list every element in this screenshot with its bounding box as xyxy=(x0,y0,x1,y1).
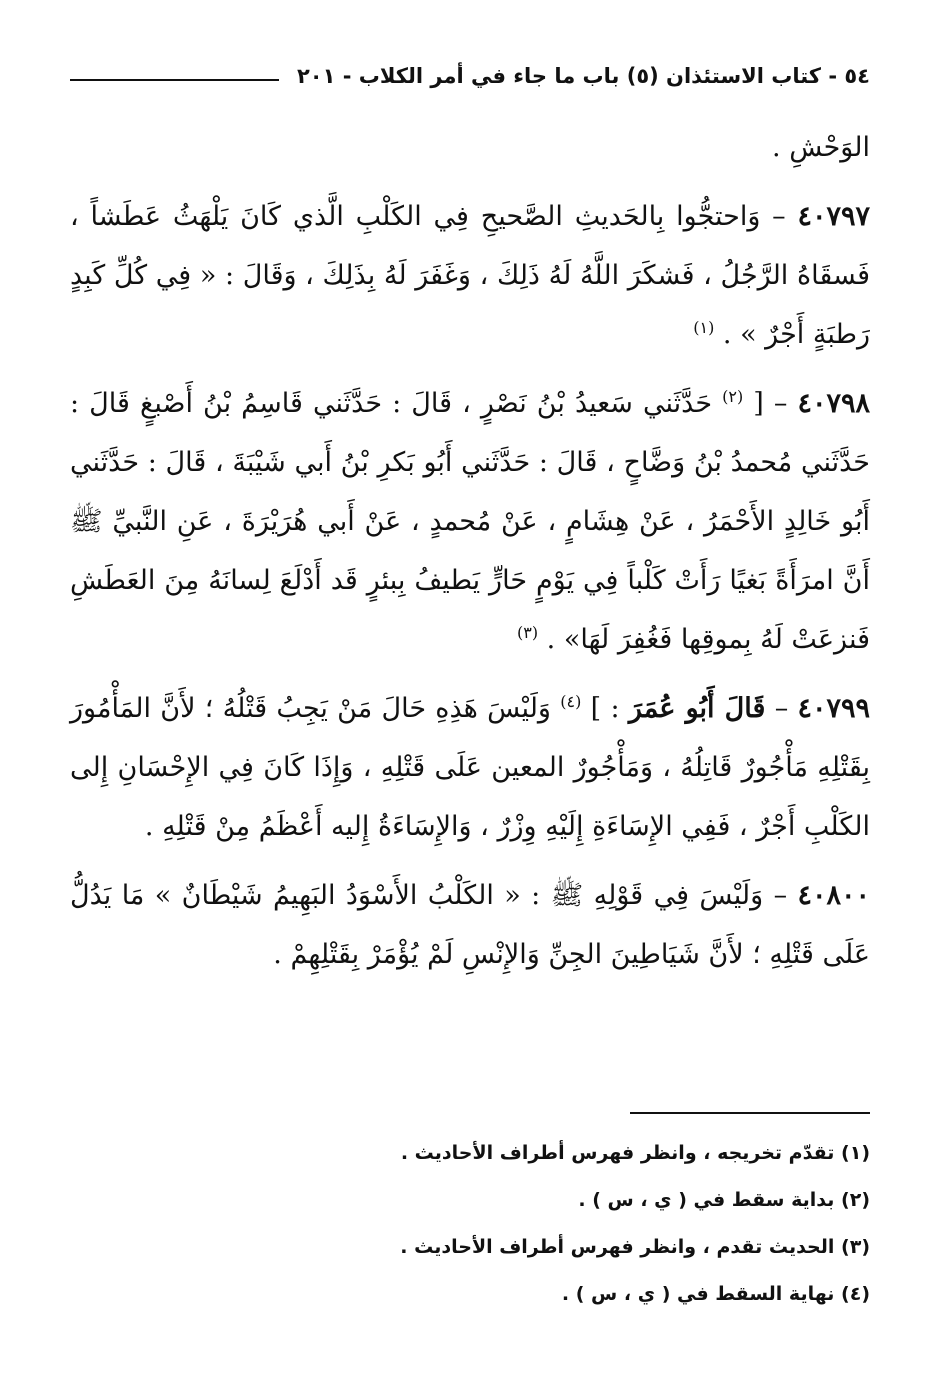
footnotes xyxy=(70,1130,870,1318)
header-title: ٥٤ - كتاب الاستئذان (٥) باب ما جاء في أمر الكلاب - ٢٠١ xyxy=(296,64,870,88)
paragraph-number: ٤٠٨٠٠ xyxy=(797,880,870,911)
footnote-ref[interactable]: (٢) xyxy=(722,387,744,406)
footnote-4: (٤) نهاية السقط في ( ي ، س ) . xyxy=(561,1283,870,1305)
paragraph-text: : ] xyxy=(581,693,629,724)
paragraph-text: وَلَيْسَ هَذِهِ حَالَ مَنْ يَجِبُ قَتْلُهُ ؛ لأَنَّ المَأْمُورَ بِقَتْلِهِ مَأْجُورٌ قَاتِلُهُ ، وَمَأْجُورٌ المعين عَلَى قَتْلِهِ ، وَإِذَا كَانَ فِي الإِحْسَانِ إِلى الكَلْبِ أَجْرٌ ، فَفِي الإِسَاءَةِ إِلَيْهِ وِزْرٌ ، وَالإِسَاءَةُ إِليه أَعْظَمُ مِنْ قَتْلِهِ . xyxy=(70,693,870,842)
running-header xyxy=(70,56,870,96)
author-attribution: قَالَ أَبُو عُمَرَ xyxy=(628,693,766,724)
paragraph-text: – xyxy=(765,693,798,724)
paragraph-text: – [ xyxy=(743,388,798,419)
paragraph-40799 xyxy=(70,679,870,856)
footnote-ref[interactable]: (٤) xyxy=(560,692,582,711)
paragraph-40798 xyxy=(70,374,870,669)
book-page xyxy=(70,40,870,1340)
paragraph-number: ٤٠٧٩٧ xyxy=(797,201,870,232)
paragraph-text: – وَلَيْسَ فِي قَوْلِهِ ﷺ : « الكَلْبُ الأَسْوَدُ البَهِيمُ شَيْطَانٌ » مَا يَدُلُّ عَلَى قَتْلِهِ ؛ لأَنَّ شَيَاطِينَ الجِنِّ وَالإِنْسِ لَمْ يُؤْمَرْ بِقَتْلِهِمْ . xyxy=(70,880,870,970)
paragraph-number: ٤٠٧٩٨ xyxy=(797,388,870,419)
footnote-1: (١) تقدّم تخريجه ، وانظر فهرس أطراف الأحاديث . xyxy=(400,1142,870,1164)
header-rule xyxy=(70,79,279,81)
footnote-2: (٢) بداية سقط في ( ي ، س ) . xyxy=(578,1189,870,1211)
paragraph-text: حَدَّثَني سَعيدُ بْنُ نَصْرٍ ، قَالَ : حَدَّثَني قَاسِمُ بْنُ أَصْبغٍ قَالَ : حَدَّثَني مُحمدُ بْنُ وَضَّاحٍ ، قَالَ : حَدَّثَني أَبُو بَكرِ بْنُ أَبي شَيْبَةَ ، قَالَ : حَدَّثَني أَبُو خَالِدٍ الأَحْمَرُ ، عَنْ هِشَامٍ ، عَنْ مُحمدٍ ، عَنْ أَبي هُرَيْرَةَ ، عَنِ النَّبيِّ ﷺ أَنَّ امرَأَةً بَغيًا رَأَتْ كَلْباً فِي يَوْمٍ حَارٍّ يَطيفُ بِبئرٍ قَد أَدْلَعَ لِسانَهُ مِنَ العَطَشِ فَنزعَتْ لَهُ بِموقِها فَغُفِرَ لَهَا» . xyxy=(70,388,870,655)
paragraph-40797 xyxy=(70,187,870,364)
footnote-ref[interactable]: (١) xyxy=(693,318,715,337)
paragraph-number: ٤٠٧٩٩ xyxy=(797,693,870,724)
footnote-ref[interactable]: (٣) xyxy=(516,623,539,642)
footnote-3: (٣) الحديث تقدم ، وانظر فهرس أطراف الأحاديث . xyxy=(400,1236,870,1258)
paragraph-40800 xyxy=(70,866,870,984)
paragraph-text: – وَاحتجُّوا بِالحَديثِ الصَّحيحِ فِي الكَلْبِ الَّذي كَانَ يَلْهَثُ عَطَشاً ، فَسقَاهُ الرَّجُلُ ، فَشكَرَ اللَّهُ لَهُ ذَلِكَ ، وَغَفَرَ لَهُ بِذَلِكَ ، وَقَالَ : « فِي كُلِّ كَبِدٍ رَطبَةٍ أَجْرٌ » . xyxy=(70,201,870,350)
footnote-separator xyxy=(630,1112,870,1114)
main-text xyxy=(70,118,870,984)
paragraph-continuation xyxy=(70,118,870,177)
paragraph-text: الوَحْشِ . xyxy=(772,132,870,163)
